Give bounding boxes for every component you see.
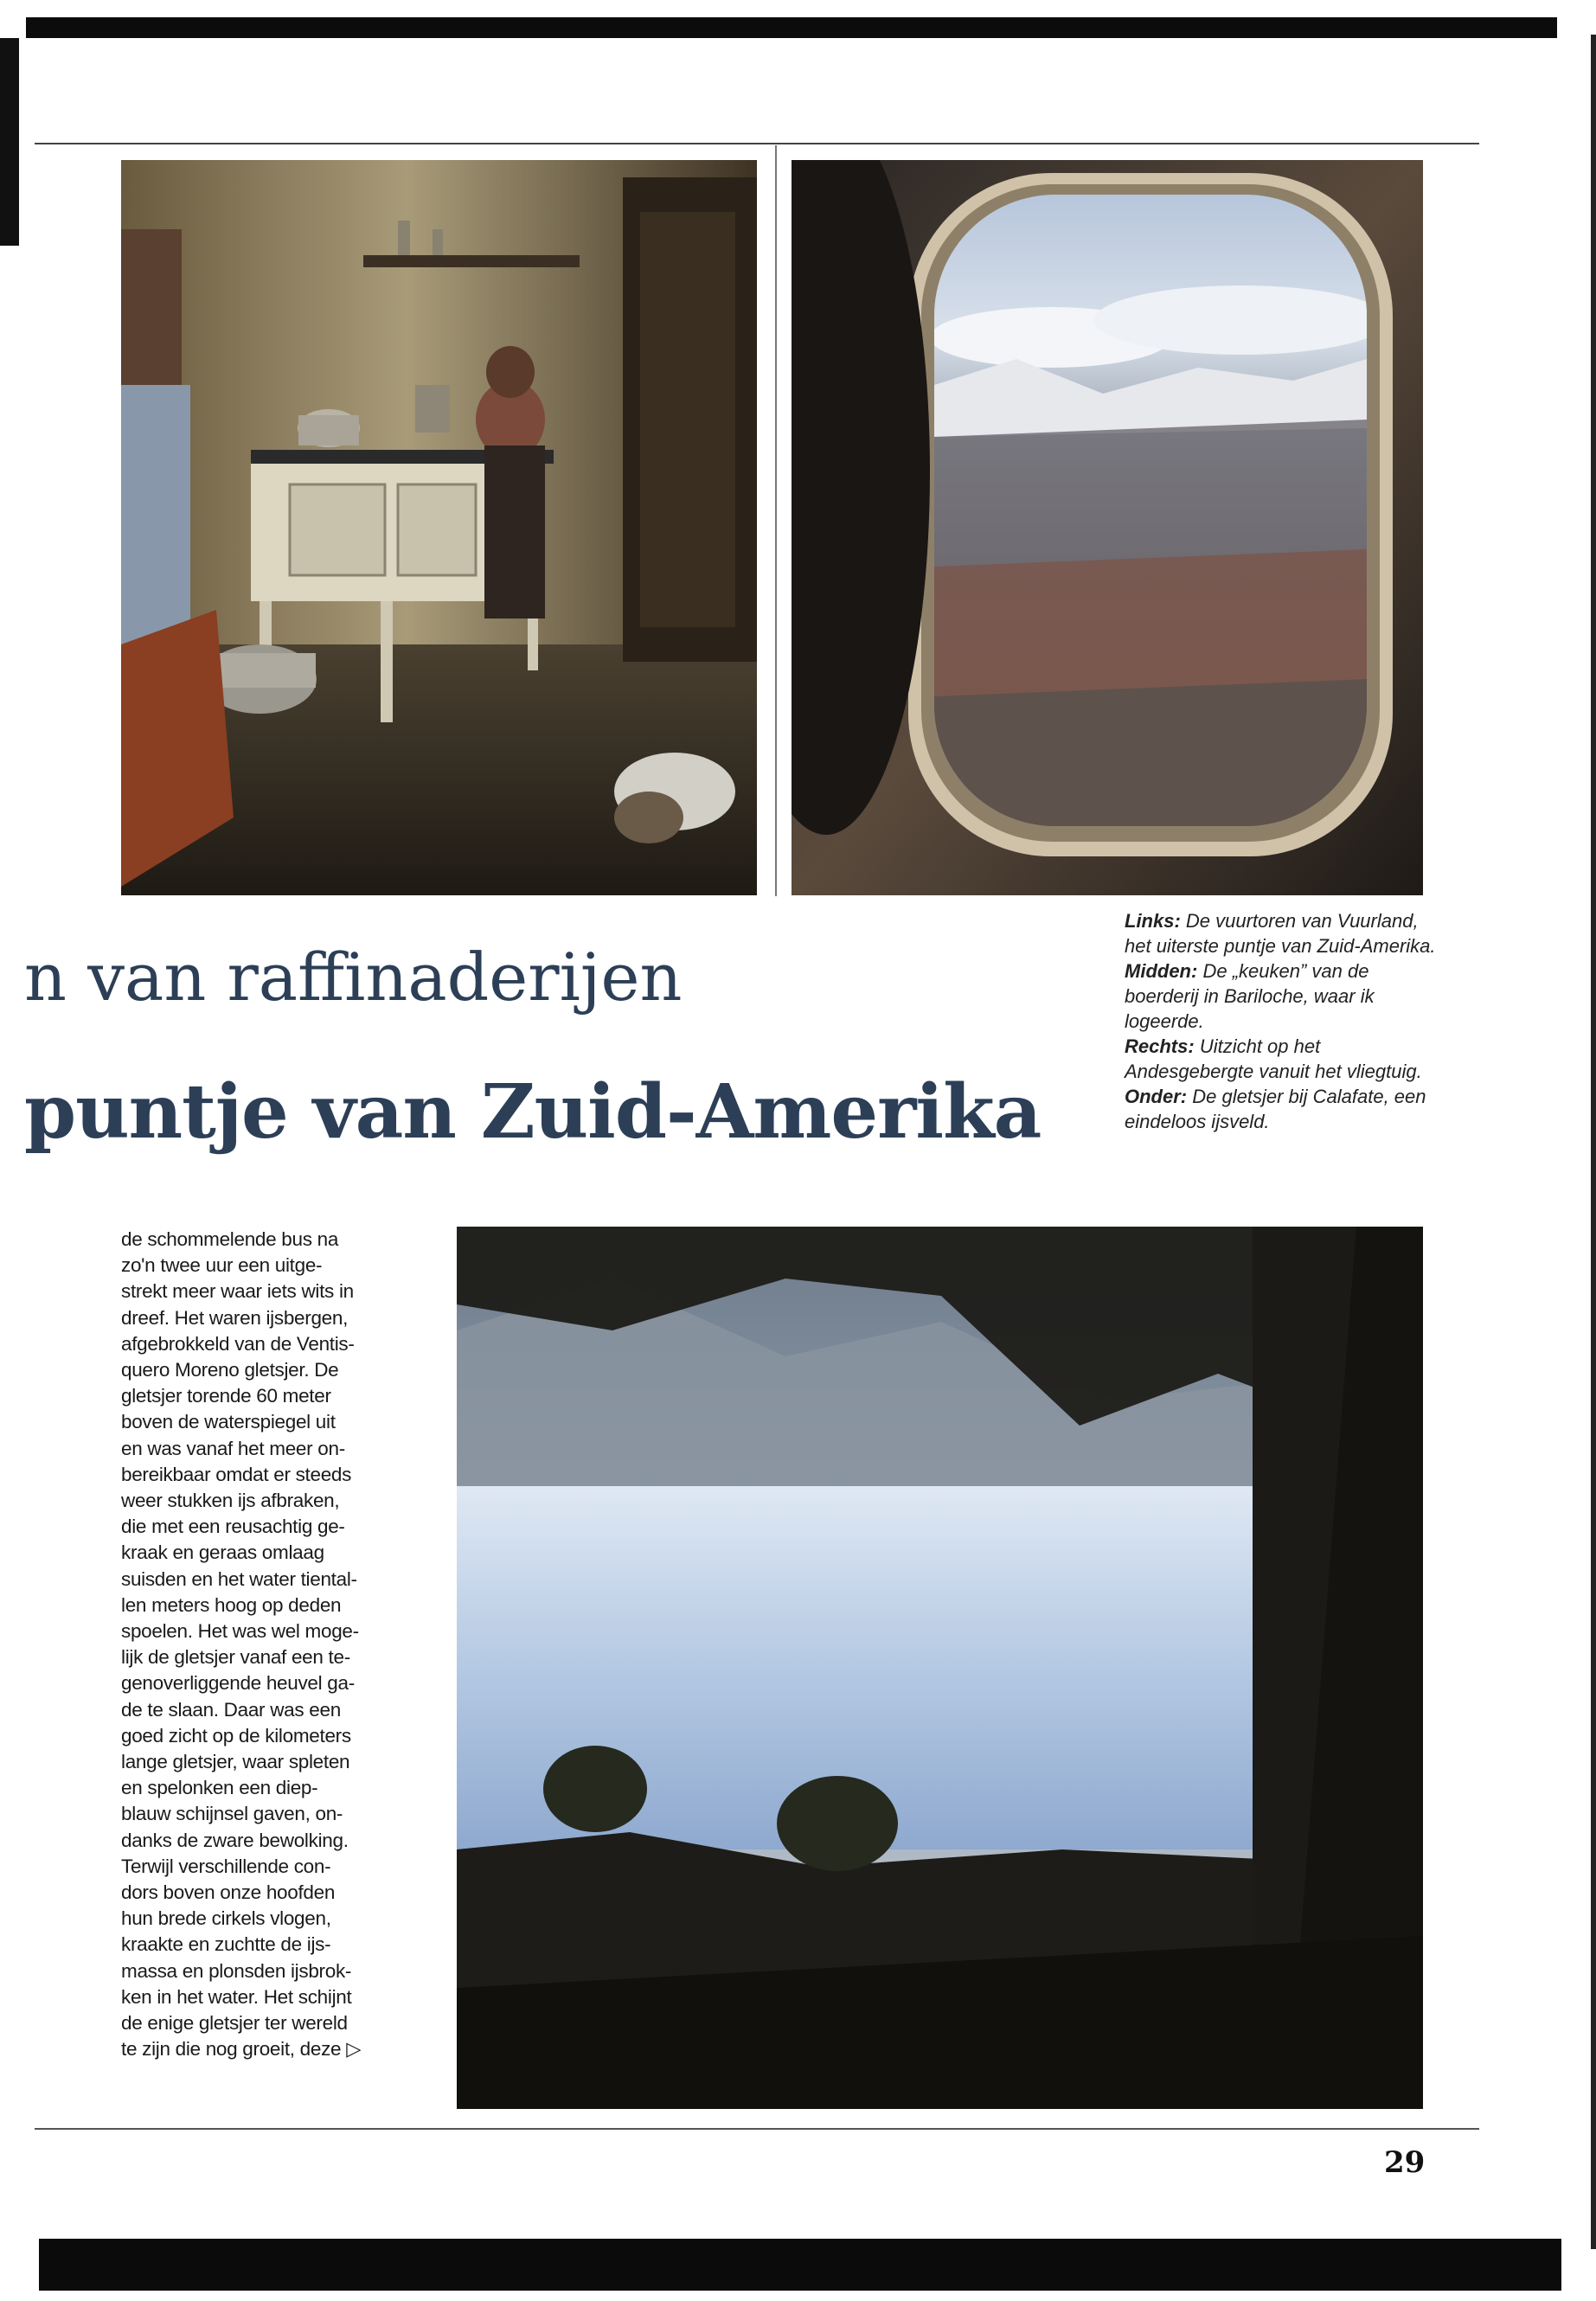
body-line: die met een reusachtig ge-: [121, 1516, 345, 1538]
headline-line-2: puntje van Zuid-Amerika: [24, 1068, 1042, 1156]
body-line: zo'n twee uur een uitge-: [121, 1254, 323, 1277]
caption-links: [1125, 908, 1436, 958]
page-number: 29: [1384, 2145, 1426, 2180]
body-line: weer stukken ijs afbraken,: [121, 1490, 340, 1512]
caption-text: De gletsjer bij Calafate, een eindeloos ijsveld.: [1125, 1086, 1426, 1132]
scan-border-right: [1591, 35, 1596, 2249]
body-line: te zijn die nog groeit, deze ▷: [121, 2038, 362, 2061]
scan-border-left: [0, 38, 19, 246]
caption-text: De „keuken” van de boerderij in Bariloche, waar ik logeerde.: [1125, 960, 1375, 1032]
body-line: Terwijl verschillende con-: [121, 1855, 331, 1877]
column-rule: [775, 145, 777, 896]
airplane-window-photo: [792, 160, 1423, 895]
top-rule: [35, 143, 1479, 144]
body-line: de te slaan. Daar was een: [121, 1698, 341, 1721]
body-line: strekt meer waar iets wits in: [121, 1280, 354, 1303]
body-line: en spelonken een diep-: [121, 1777, 318, 1799]
photo-captions: [1125, 908, 1436, 1134]
bottom-rule: [35, 2128, 1479, 2130]
body-line: afgebrokkeld van de Ventis-: [121, 1332, 355, 1355]
body-line: kraak en geraas omlaag: [121, 1541, 324, 1564]
caption-label: Onder:: [1125, 1086, 1188, 1107]
body-line: de schommelende bus na: [121, 1228, 339, 1250]
article-body: [121, 1227, 415, 2063]
body-line: spoelen. Het was wel moge-: [121, 1620, 359, 1643]
caption-label: Links:: [1125, 910, 1181, 932]
scan-border-bottom: [39, 2239, 1561, 2291]
body-line: danks de zware bewolking.: [121, 1829, 349, 1851]
caption-text: Uitzicht op het Andesgebergte vanuit het vliegtuig.: [1125, 1035, 1422, 1082]
body-line: len meters hoog op deden: [121, 1593, 342, 1616]
scan-border-top: [26, 17, 1557, 38]
headline-line-1: n van raffinaderijen: [24, 939, 683, 1016]
body-line: dors boven onze hoofden: [121, 1881, 336, 1904]
body-line: hun brede cirkels vlogen,: [121, 1907, 331, 1930]
body-line: dreef. Het waren ijsbergen,: [121, 1306, 349, 1329]
body-line: gletsjer torende 60 meter: [121, 1385, 331, 1407]
body-line: massa en plonsden ijsbrok-: [121, 1959, 352, 1982]
body-line: boven de waterspiegel uit: [121, 1411, 336, 1433]
body-line: bereikbaar omdat er steeds: [121, 1463, 352, 1485]
caption-rechts: [1125, 1034, 1436, 1084]
caption-label: Rechts:: [1125, 1035, 1195, 1057]
body-line: suisden en het water tiental-: [121, 1567, 357, 1590]
body-line: blauw schijnsel gaven, on-: [121, 1803, 343, 1825]
body-line: quero Moreno gletsjer. De: [121, 1359, 339, 1381]
body-line: goed zicht op de kilometers: [121, 1724, 351, 1747]
body-line: lijk de gletsjer vanaf een te-: [121, 1646, 350, 1669]
body-line: en was vanaf het meer on-: [121, 1437, 345, 1459]
caption-midden: [1125, 958, 1436, 1034]
body-line: de enige gletsjer ter wereld: [121, 2012, 348, 2035]
body-line: kraakte en zuchtte de ijs-: [121, 1933, 331, 1956]
body-line: genoverliggende heuvel ga-: [121, 1672, 355, 1695]
caption-label: Midden:: [1125, 960, 1198, 982]
caption-onder: [1125, 1084, 1436, 1134]
kitchen-photo: [121, 160, 757, 895]
body-line: ken in het water. Het schijnt: [121, 1985, 352, 2008]
body-line: lange gletsjer, waar spleten: [121, 1751, 350, 1773]
glacier-photo: [457, 1227, 1423, 2109]
caption-text: De vuurtoren van Vuurland, het uiterste puntje van Zuid-Amerika.: [1125, 910, 1436, 957]
